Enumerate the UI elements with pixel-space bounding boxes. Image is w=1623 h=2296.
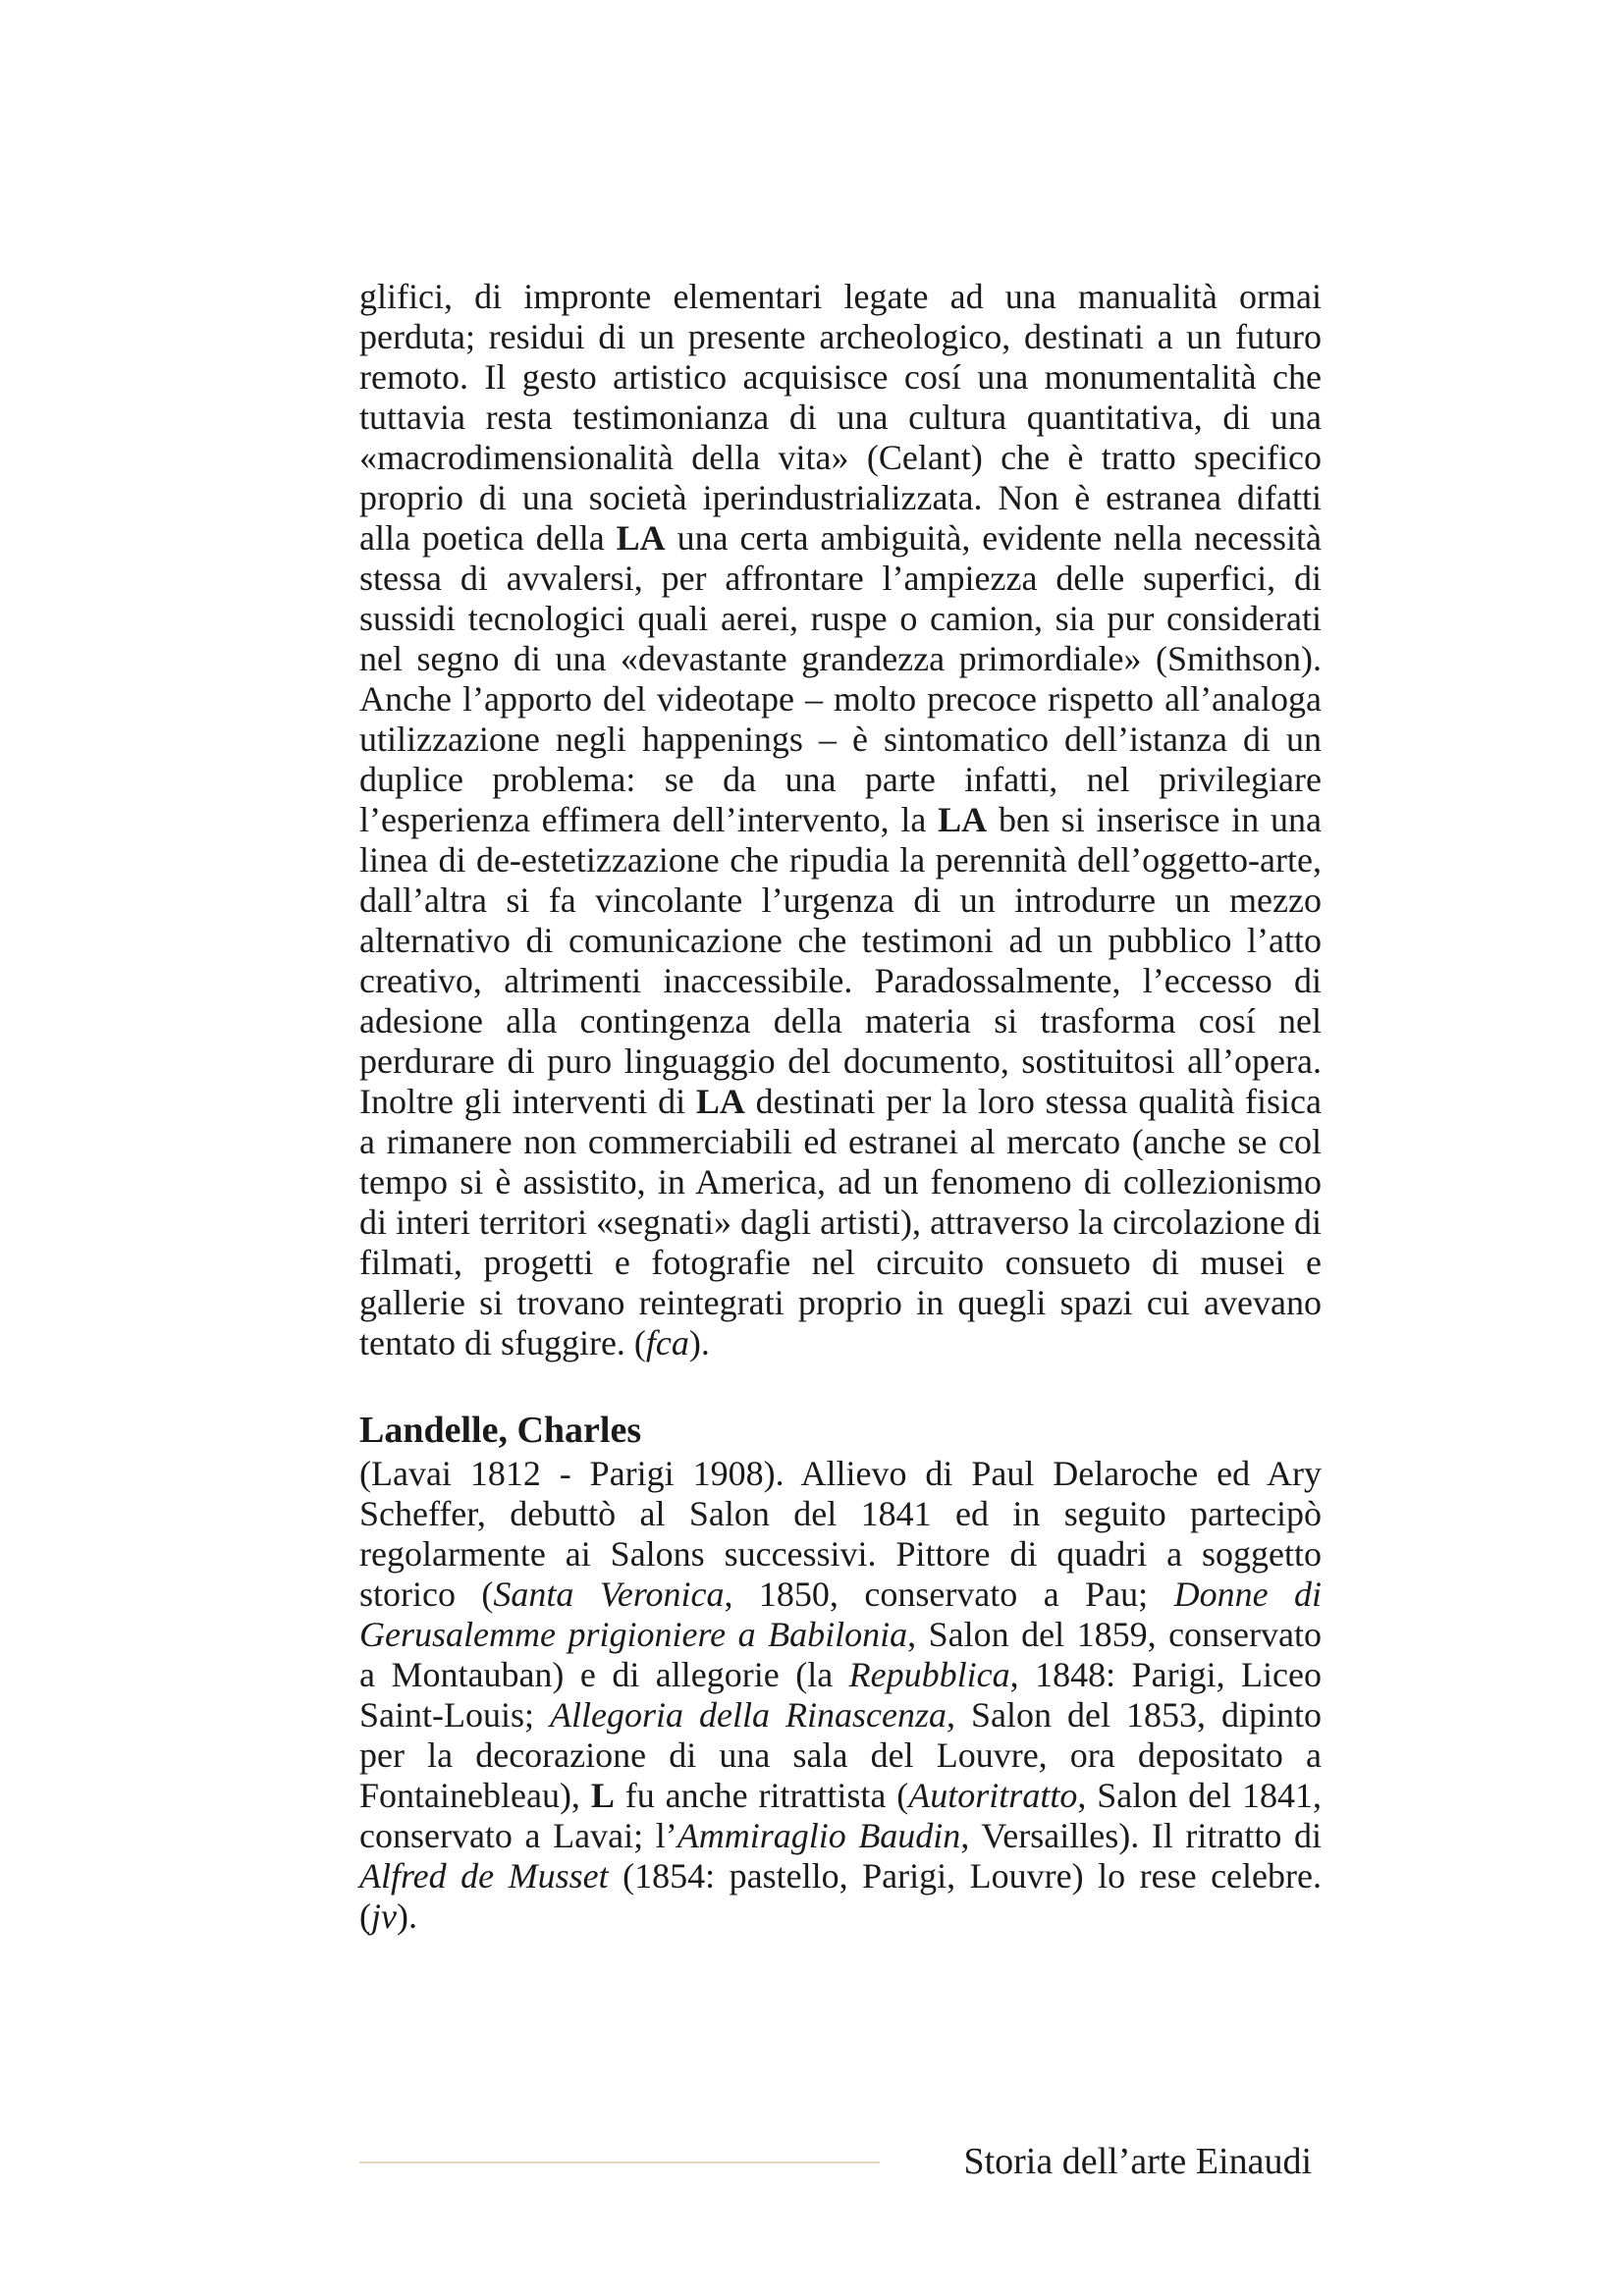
entry-body-paragraph — [359, 1454, 1322, 1937]
footer-publisher: Storia dell’arte Einaudi — [963, 2141, 1312, 2182]
italic-run: fca — [645, 1323, 689, 1362]
bold-run: LA — [616, 518, 666, 558]
text-run: , 1850, conservato a Pau; — [724, 1575, 1174, 1614]
text-run: , 1848: Parigi, Liceo Saint-Louis; — [359, 1655, 1322, 1735]
bold-run: LA — [938, 800, 988, 839]
bold-run: LA — [695, 1082, 745, 1121]
text-run: , Salon del 1853, dipinto per la decorazione di una sala del Louvre, ora depositato a Fontainebleau), — [359, 1695, 1323, 1815]
text-run: (1854: pastello, Parigi, Louvre) lo rese celebre. ( — [359, 1856, 1322, 1936]
text-run: glifici, di impronte elementari legate ad una manualità ormai perduta; residui di un presente archeologico, destinati a un futuro remoto. Il gesto artistico acquisisce cosí una monumentalità che tuttavia resta testimonianza di una cultura quantitativa, di una «macrodimensionalità della vita» (Celant) che è tratto specifico proprio di una società iperindustrializzata. Non è estranea difatti alla poetica della — [359, 277, 1322, 558]
text-run: ben si inserisce in una linea di de-estetizzazione che ripudia la perennità dell’oggetto-arte, dall’altra si fa vincolante l’urgenza di un introdurre un mezzo alternativo di comunicazione che testimoni ad un pubblico l’atto creativo, altrimenti inaccessibile. Paradossalmente, l’eccesso di adesione alla contingenza della materia si trasforma cosí nel perdurare di puro linguaggio del documento, sostituitosi all’opera. Inoltre gli interventi di — [359, 800, 1323, 1121]
italic-run: Autoritratto — [908, 1776, 1078, 1815]
entry-title: Landelle, Charles — [359, 1410, 642, 1451]
text-run: una certa ambiguità, evidente nella necessità stessa di avvalersi, per affrontare l’ampiezza delle superfici, di sussidi tecnologici quali aerei, ruspe o camion, sia pur considerati nel segno di una «devastante grandezza primordiale» (Smithson). Anche l’apporto del videotape – molto precoce rispetto all’analoga utilizzazione negli happenings – è sintomatico dell’istanza di un duplice problema: se da una parte infatti, nel privilegiare l’esperienza effimera dell’intervento, la — [359, 518, 1322, 839]
footer-rule — [359, 2162, 880, 2163]
italic-run: jv — [371, 1896, 397, 1936]
italic-run: Santa Veronica — [493, 1575, 725, 1614]
text-run: , Salon del 1841, conservato a Lavai; l’ — [359, 1776, 1322, 1855]
text-block — [359, 277, 1322, 1937]
text-run: , Salon del 1859, conservato a Montauban) e di allegorie (la — [359, 1615, 1323, 1694]
bold-run: L — [590, 1776, 615, 1815]
continuation-paragraph — [359, 277, 1322, 1363]
italic-run: Allegoria della Rinascenza — [550, 1695, 947, 1735]
text-run: ). — [688, 1323, 710, 1362]
text-run: , Versailles). Il ritratto di — [960, 1816, 1323, 1855]
italic-run: Ammiraglio Baudin — [676, 1816, 961, 1855]
text-run: (Lavai 1812 - Parigi 1908). Allievo di Paul Delaroche ed Ary Scheffer, debuttò al Salon del 1841 ed in seguito partecipò regolarmente ai Salons successivi. Pittore di quadri a soggetto storico ( — [359, 1454, 1322, 1614]
text-run: fu anche ritrattista ( — [614, 1776, 909, 1815]
italic-run: Repubblica — [848, 1655, 1010, 1694]
italic-run: Alfred de Musset — [359, 1856, 609, 1896]
text-run: destinati per la loro stessa qualità fisica a rimanere non commerciabili ed estranei al mercato (anche se col tempo si è assistito, in America, ad un fenomeno di collezionismo di interi territori «segnati» dagli artisti), attraverso la circolazione di filmati, progetti e fotografie nel circuito consueto di musei e gallerie si trovano reintegrati proprio in quegli spazi cui avevano tentato di sfuggire. ( — [359, 1082, 1322, 1362]
text-run: ). — [396, 1896, 417, 1936]
italic-run: Donne di Gerusalemme prigioniere a Babilonia — [359, 1575, 1322, 1654]
